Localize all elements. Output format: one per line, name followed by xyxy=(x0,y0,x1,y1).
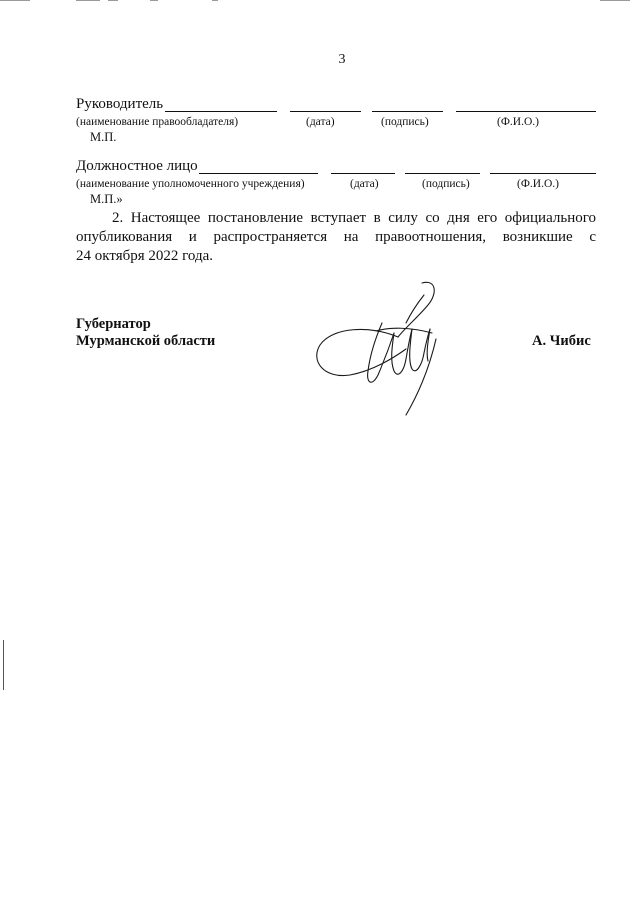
governor-title-line2: Мурманской области xyxy=(76,333,216,349)
owner-signature-caption: (подпись) xyxy=(381,116,429,128)
official-seal-mark: М.П.» xyxy=(90,192,123,206)
scan-artifact xyxy=(150,0,158,1)
owner-role-label: Руководитель xyxy=(76,96,164,112)
official-fio-line xyxy=(490,173,596,174)
scan-artifact xyxy=(76,0,100,1)
scan-artifact xyxy=(600,0,630,1)
owner-seal-mark: М.П. xyxy=(90,130,117,144)
owner-date-line xyxy=(290,111,361,112)
official-name-caption: (наименование уполномоченного учреждения) xyxy=(76,178,305,190)
scan-artifact xyxy=(0,0,30,1)
handwritten-signature xyxy=(310,275,460,425)
official-signature-caption: (подпись) xyxy=(422,178,470,190)
official-date-line xyxy=(331,173,395,174)
signer-name: А. Чибис xyxy=(532,333,591,349)
owner-fio-line xyxy=(456,111,596,112)
scan-artifact xyxy=(212,0,218,1)
paragraph-line: 2. Настоящее постановление вступает в силу со дня его официального xyxy=(112,210,596,226)
official-role-label: Должностное лицо xyxy=(76,158,198,174)
owner-name-caption: (наименование правообладателя) xyxy=(76,116,239,128)
official-fio-caption: (Ф.И.О.) xyxy=(517,178,559,190)
paragraph-line: 24 октября 2022 года. xyxy=(76,248,214,264)
official-date-caption: (дата) xyxy=(350,178,379,190)
owner-name-line xyxy=(165,111,277,112)
effective-date-paragraph xyxy=(76,209,596,266)
paragraph-line: опубликования и распространяется на правоотношения, возникшие с xyxy=(76,229,596,245)
owner-signature-line xyxy=(372,111,443,112)
official-name-line xyxy=(199,173,318,174)
page-number: 3 xyxy=(338,52,346,67)
owner-date-caption: (дата) xyxy=(306,116,335,128)
governor-title-line1: Губернатор xyxy=(76,316,151,332)
official-signature-line xyxy=(405,173,480,174)
owner-fio-caption: (Ф.И.О.) xyxy=(497,116,539,128)
scan-artifact xyxy=(108,0,118,1)
scan-artifact xyxy=(3,640,4,690)
